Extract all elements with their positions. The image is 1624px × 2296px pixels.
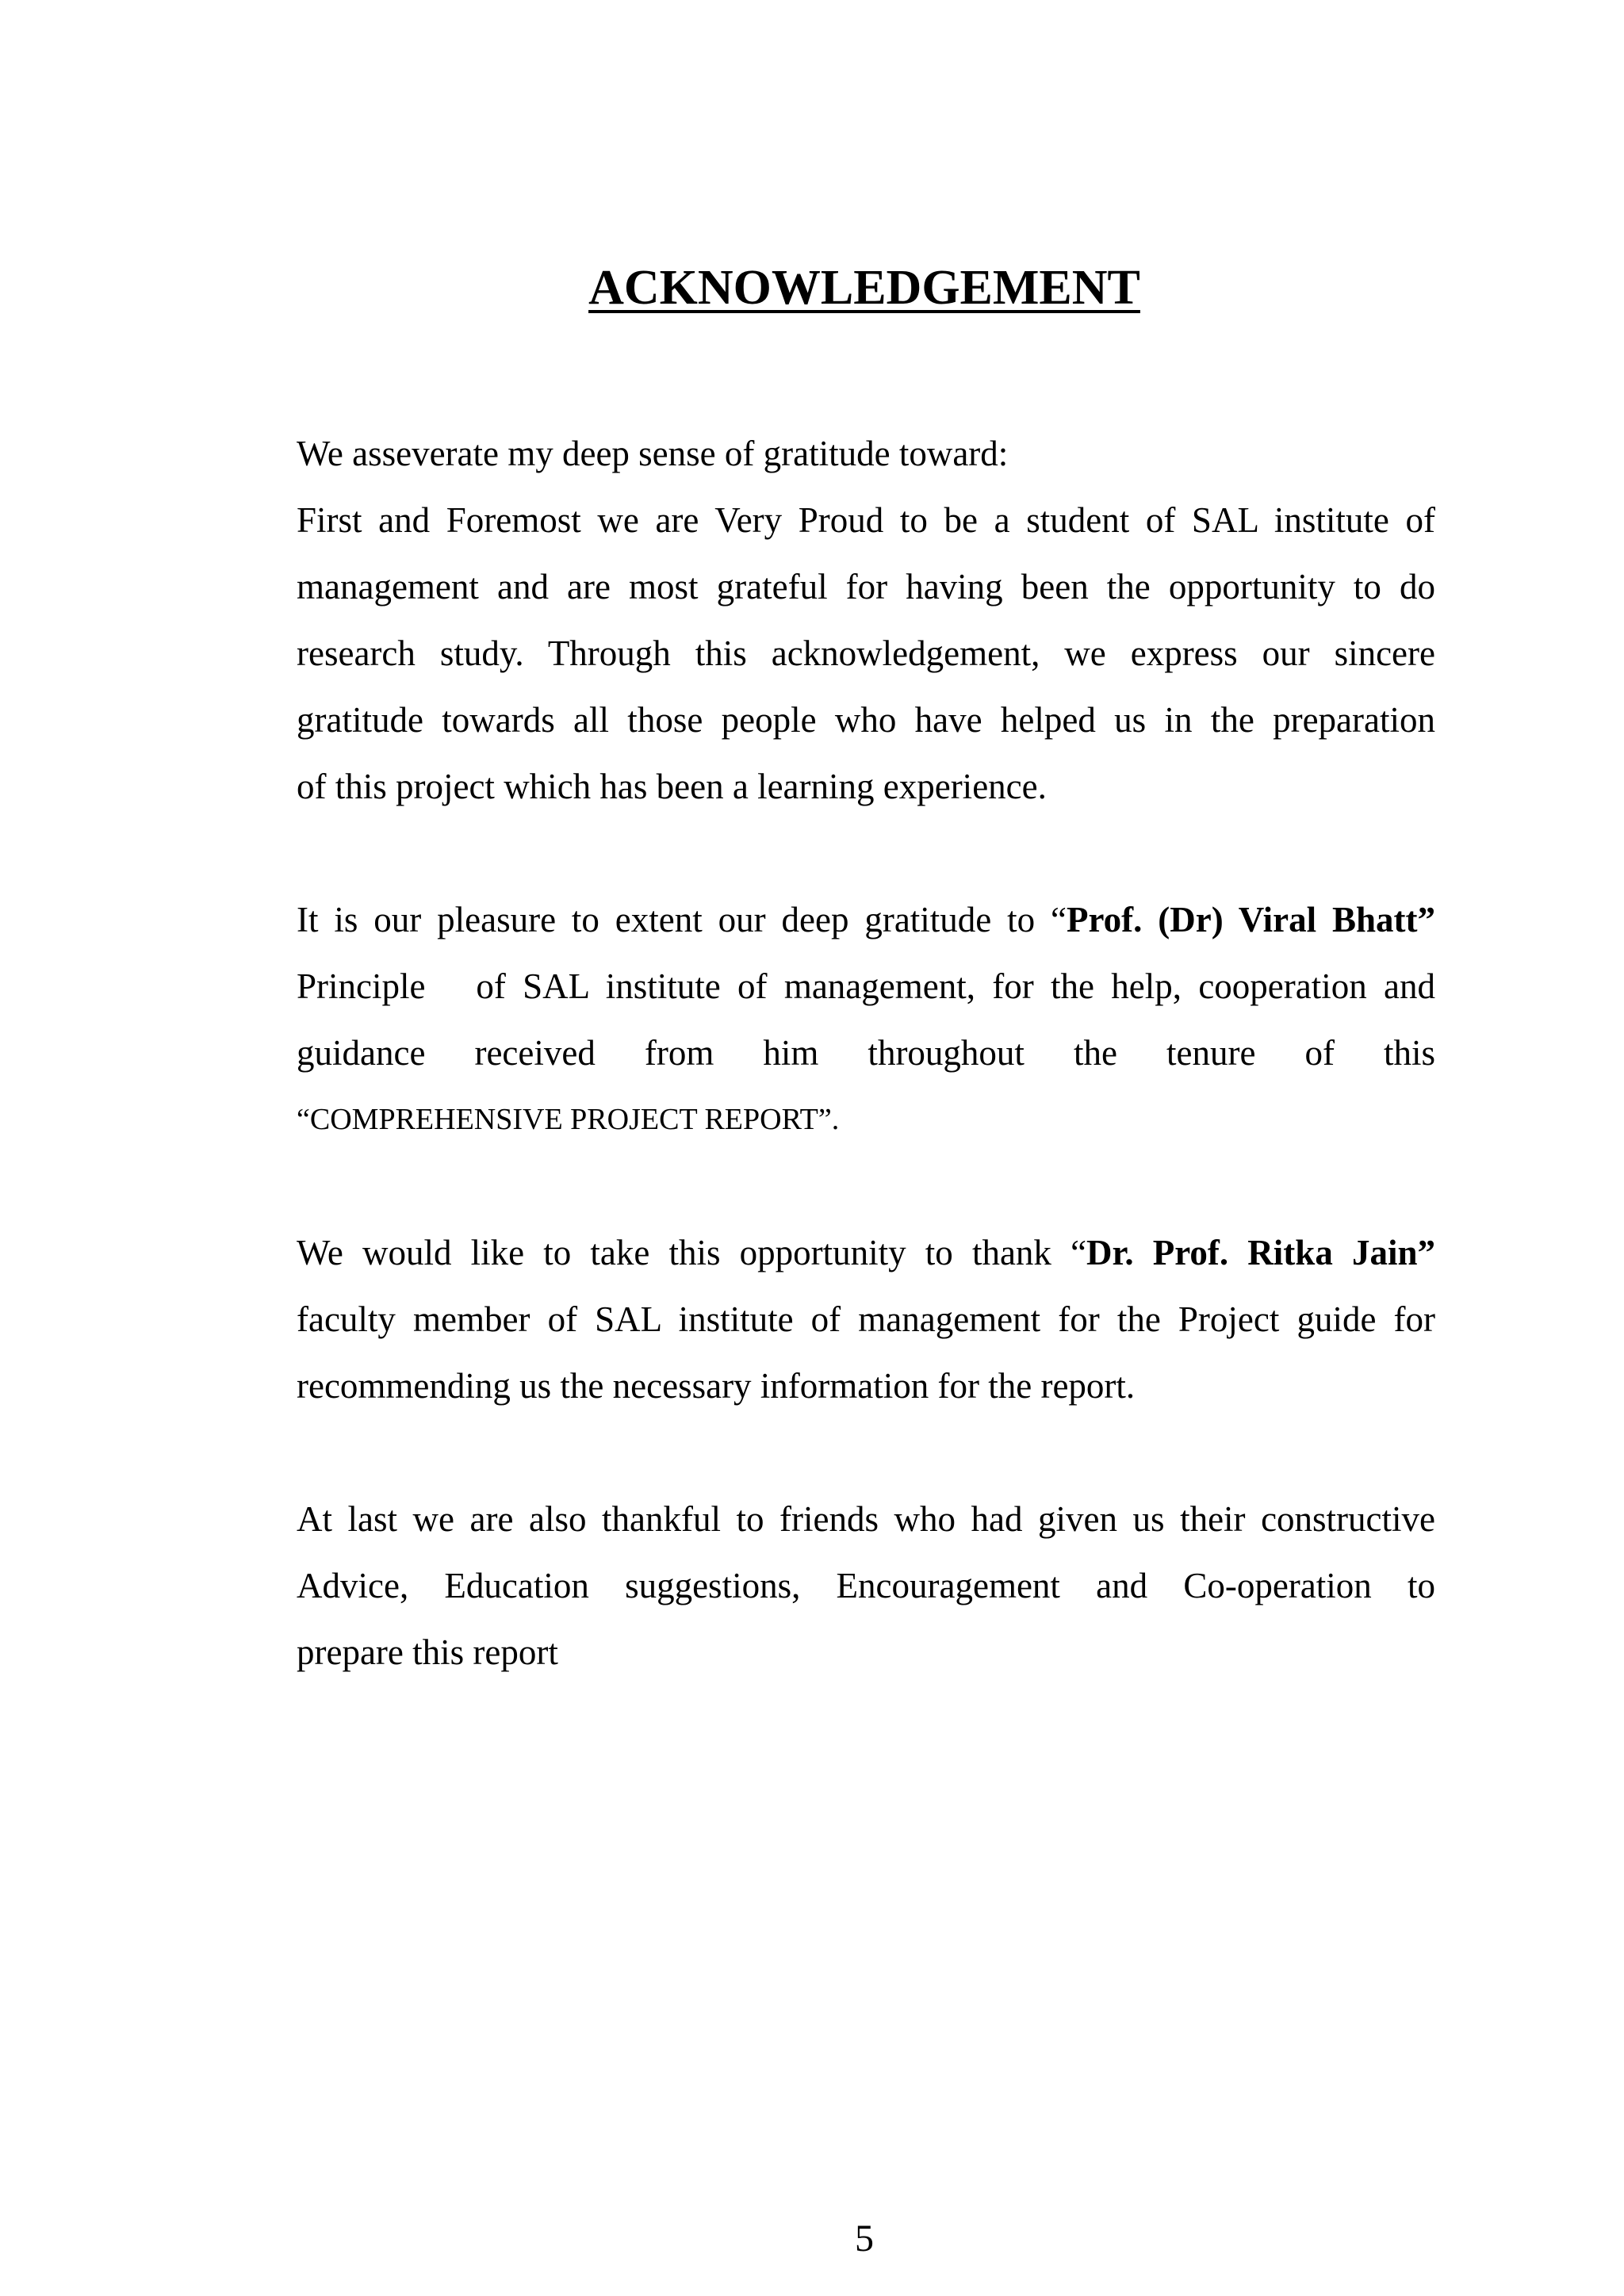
- principal-name: Prof. (Dr) Viral Bhatt”: [1067, 900, 1435, 939]
- guide-line-1: [297, 1219, 1435, 1286]
- intro-line-6: of this project which has been a learning experience.: [297, 767, 1047, 806]
- principal-line-3: guidance received from him throughout the tenure of this: [297, 1033, 1435, 1073]
- principal-line-1: [297, 886, 1435, 953]
- guide-paragraph: [297, 1219, 1435, 1419]
- principal-line-2: Principle of SAL institute of management, for the help, cooperation and: [297, 966, 1435, 1006]
- principal-paragraph: [297, 886, 1435, 1153]
- friends-line-3: prepare this report: [297, 1632, 558, 1672]
- report-title-line: “COMPREHENSIVE PROJECT REPORT”.: [297, 1103, 840, 1136]
- intro-line-5: gratitude towards all those people who have helped us in the preparation: [297, 700, 1435, 740]
- intro-line-4: research study. Through this acknowledgement, we express our sincere: [297, 633, 1435, 673]
- page-number: 5: [855, 2218, 874, 2260]
- friends-line-2: Advice, Education suggestions, Encouragement and Co-operation to: [297, 1566, 1435, 1605]
- intro-line-2: First and Foremost we are Very Proud to be a student of SAL institute of: [297, 500, 1435, 540]
- guide-line-1-text: We would like to take this opportunity to thank “: [297, 1233, 1087, 1272]
- guide-name: Dr. Prof. Ritka Jain”: [1086, 1233, 1435, 1272]
- guide-line-3: recommending us the necessary information for the report.: [297, 1366, 1136, 1406]
- page-title: ACKNOWLEDGEMENT: [588, 261, 1140, 315]
- guide-line-2: faculty member of SAL institute of management for the Project guide for: [297, 1299, 1435, 1339]
- intro-line-3: management and are most grateful for having been the opportunity to do: [297, 567, 1435, 607]
- principal-line-1-text: It is our pleasure to extent our deep gratitude to “: [297, 900, 1067, 939]
- intro-paragraph: [297, 420, 1435, 820]
- intro-line-1: We asseverate my deep sense of gratitude toward:: [297, 434, 1009, 473]
- friends-line-1: At last we are also thankful to friends who had given us their constructive: [297, 1499, 1435, 1539]
- friends-paragraph: [297, 1486, 1435, 1686]
